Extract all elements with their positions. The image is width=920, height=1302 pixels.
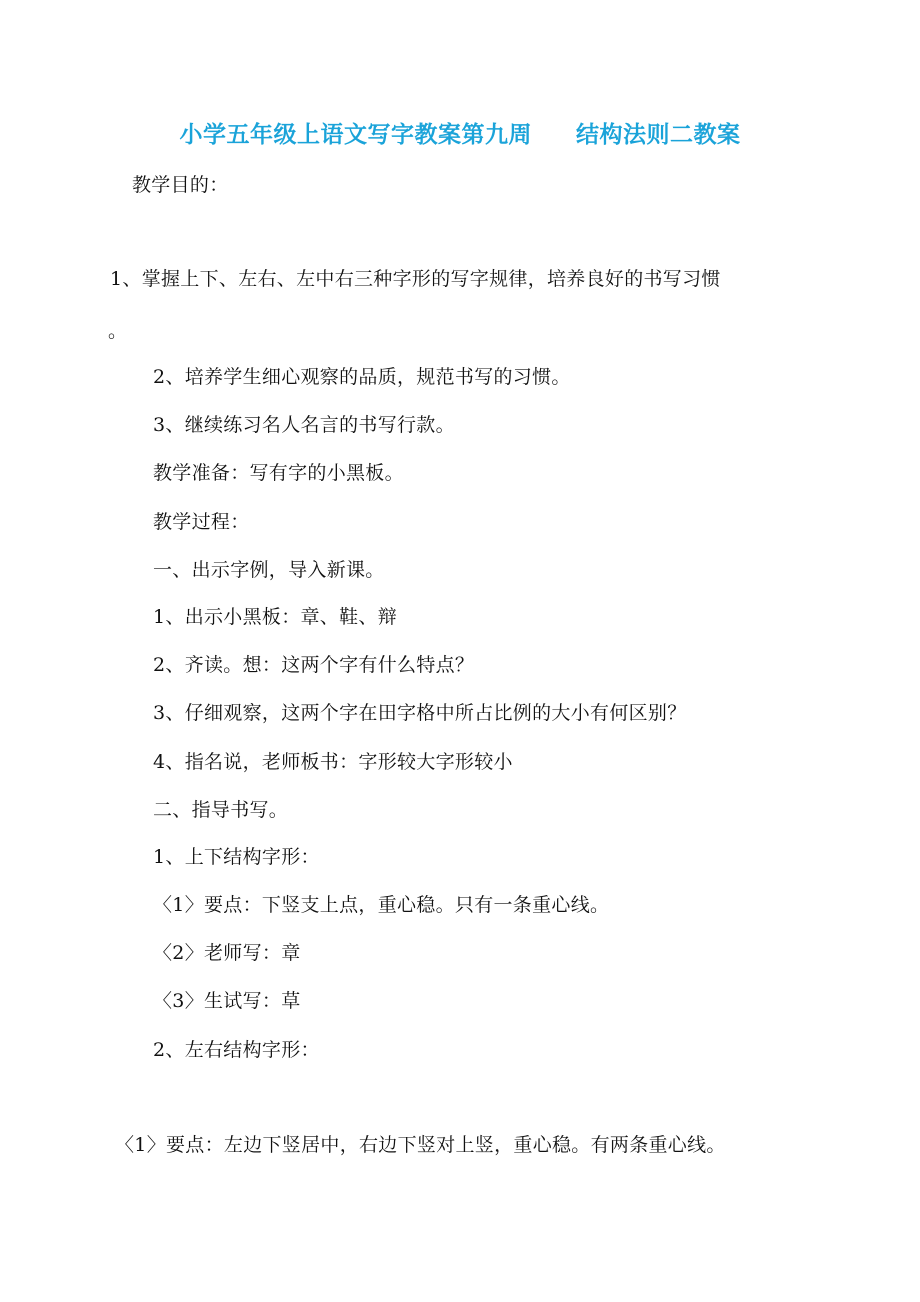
text-line: 教学准备：写有字的小黑板。 [153, 462, 404, 484]
title-part-2: 结构法则二教案 [576, 122, 741, 148]
text-line: 〈1〉要点：下竖支上点，重心稳。只有一条重心线。 [153, 894, 610, 916]
text-line: 1、上下结构字形： [153, 846, 320, 868]
text-line: 2、左右结构字形： [153, 1039, 320, 1061]
text-line: 教学过程： [153, 511, 250, 533]
text-line: 教学目的： [132, 174, 229, 196]
text-line: 2、培养学生细心观察的品质，规范书写的习惯。 [153, 366, 571, 388]
title-part-1: 小学五年级上语文写字教案第九周 [179, 122, 532, 148]
text-line: 一、出示字例，导入新课。 [153, 559, 385, 581]
text-line: 1、掌握上下、左右、左中右三种字形的写字规律，培养良好的书写习惯 [110, 268, 721, 290]
text-line: 二、指导书写。 [153, 799, 289, 821]
text-line: 〈2〉老师写：章 [153, 942, 301, 964]
text-line: 1、出示小黑板：章、鞋、辩 [153, 606, 397, 628]
text-line: 2、齐读。想：这两个字有什么特点？ [153, 654, 475, 676]
text-line: 〈3〉生试写：草 [153, 990, 301, 1012]
text-line: 。 [108, 320, 128, 342]
document-title [0, 116, 920, 149]
text-line: 4、指名说，老师板书：字形较大字形较小 [153, 751, 513, 773]
text-line: 3、继续练习名人名言的书写行款。 [153, 414, 455, 436]
text-line: 3、仔细观察，这两个字在田字格中所占比例的大小有何区别？ [153, 702, 687, 724]
text-line: 〈1〉要点：左边下竖居中，右边下竖对上竖，重心稳。有两条重心线。 [115, 1134, 726, 1156]
